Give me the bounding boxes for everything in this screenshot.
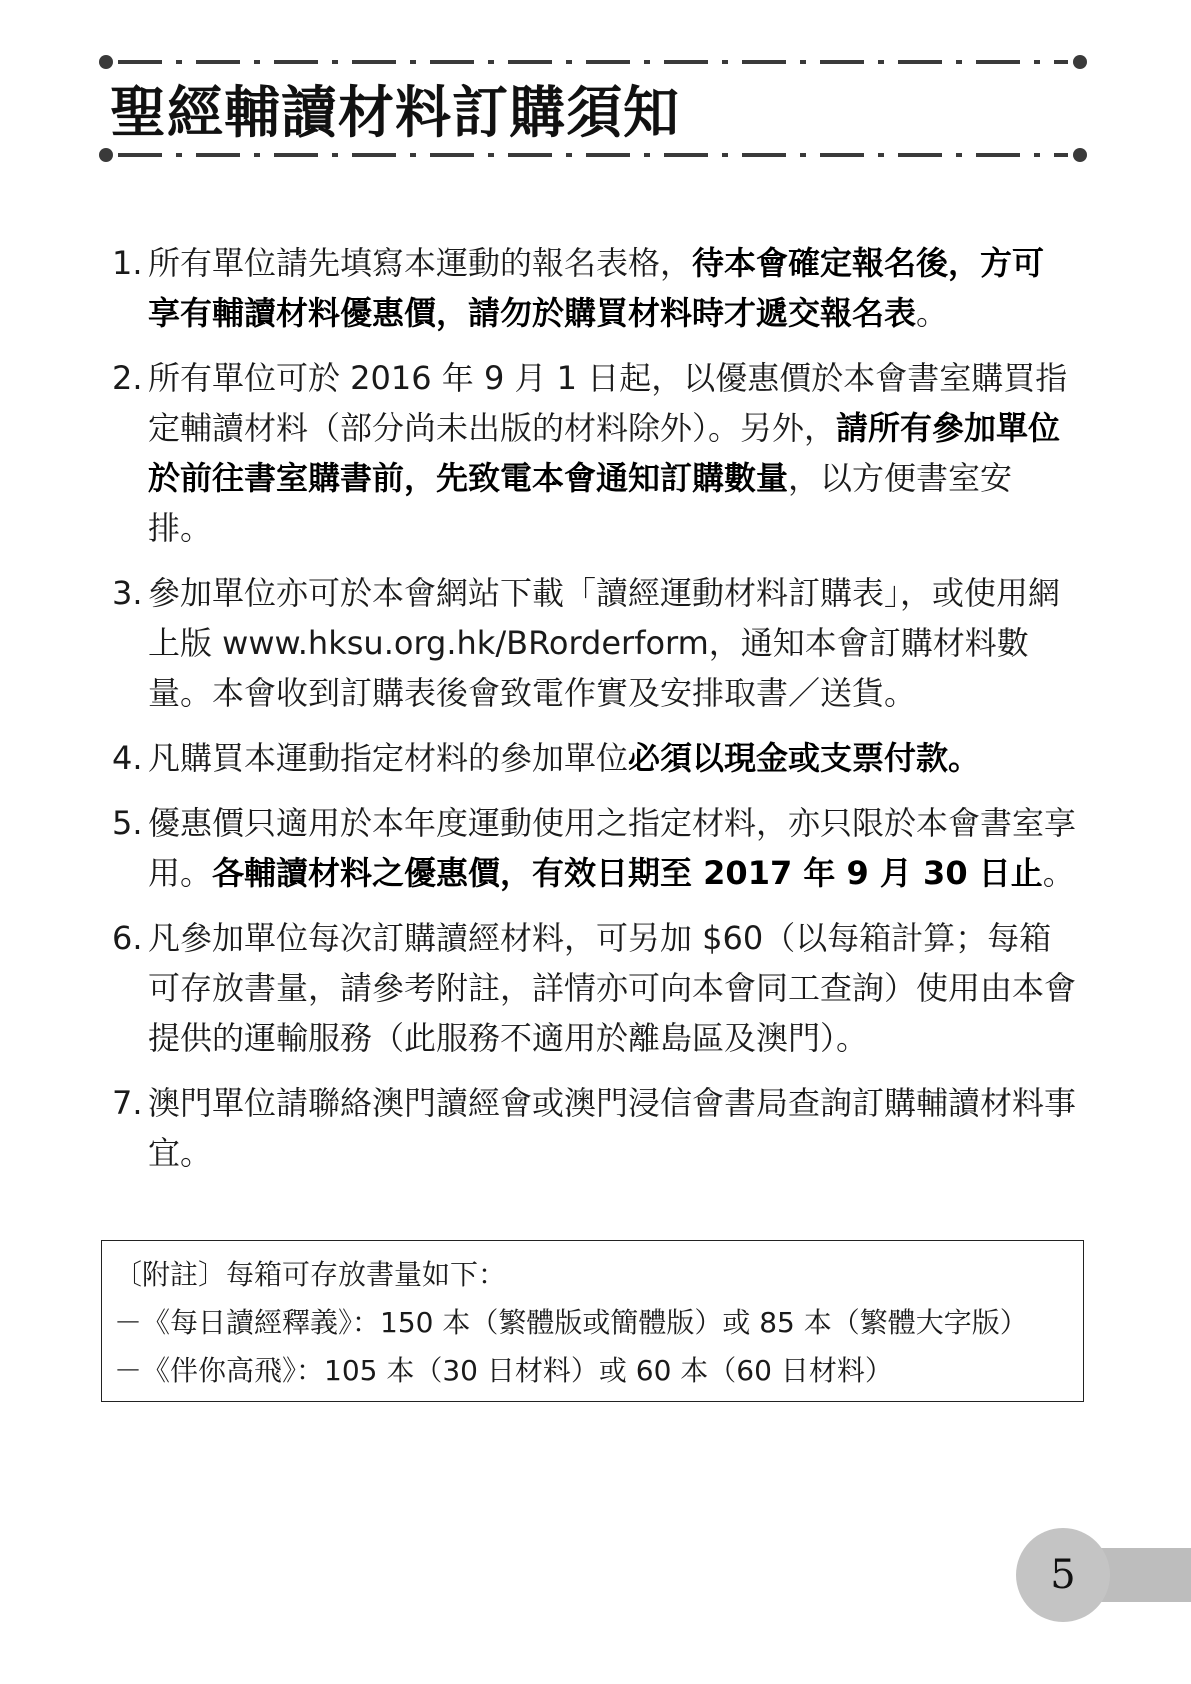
title-rule-top <box>98 54 1088 70</box>
notice-item-number: 2. <box>112 359 143 397</box>
notice-item <box>112 913 1076 1063</box>
notice-emphasis: 待本會確定報名後，方可享有輔讀材料優惠價，請勿於購買材料時才遞交報名表 <box>148 244 1045 332</box>
notice-item-text <box>148 733 1076 783</box>
notice-emphasis: 請所有參加單位於前往書室購書前，先致電本會通知訂購數量 <box>148 409 1061 497</box>
notice-item-text <box>148 353 1076 553</box>
title-rule-bottom <box>98 147 1088 163</box>
notice-text-segment: 所有單位請先填寫本運動的報名表格， <box>148 244 693 282</box>
notice-item <box>112 798 1076 898</box>
notice-item-number: 4. <box>112 739 143 777</box>
notice-text-segment: 所有單位可於 2016 年 9 月 1 日起，以優惠價於本會書室購買指定輔讀材料（部分尚未出版的材料除外）。另外， <box>148 359 1068 447</box>
notice-text-segment: 參加單位亦可於本會網站下載「讀經運動材料訂購表」，或使用網上版 www.hksu.org.hk/BRorderform，通知本會訂購材料數量。本會收到訂購表後會致電作實及安排取書／送貨。 <box>148 574 1061 712</box>
notice-item-text <box>148 798 1076 898</box>
notice-list <box>112 238 1076 1193</box>
notice-item <box>112 568 1076 718</box>
notice-emphasis: 各輔讀材料之優惠價，有效日期至 2017 年 9 月 30 日止 <box>212 854 1043 892</box>
notice-item-text <box>148 568 1076 718</box>
notice-text-segment: 澳門單位請聯絡澳門讀經會或澳門浸信會書局查詢訂購輔讀材料事宜。 <box>148 1084 1077 1172</box>
notice-item-number: 3. <box>112 574 143 612</box>
note-line-fly-with-you: －《伴你高飛》：105 本（30 日材料）或 60 本（60 日材料） <box>114 1354 893 1387</box>
notice-emphasis: 必須以現金或支票付款。 <box>628 739 981 777</box>
notice-item-number: 1. <box>112 244 143 282</box>
notice-item <box>112 1078 1076 1178</box>
notice-text-segment: 凡購買本運動指定材料的參加單位 <box>148 739 629 777</box>
note-heading: 〔附註〕每箱可存放書量如下： <box>114 1258 507 1291</box>
note-line-daily-commentary: －《每日讀經釋義》：150 本（繁體版或簡體版）或 85 本（繁體大字版） <box>114 1306 1028 1339</box>
notice-item-number: 5. <box>112 804 143 842</box>
note-box <box>101 1240 1084 1402</box>
notice-text-segment: 優惠價只適用於本年度運動使用之指定材料，亦只限於本會書室享用。 <box>148 804 1077 892</box>
notice-item <box>112 733 1076 783</box>
notice-item <box>112 238 1076 338</box>
notice-item-text <box>148 238 1076 338</box>
notice-text-segment: 。 <box>1042 854 1075 892</box>
page-number: 5 <box>1050 1552 1076 1598</box>
notice-text-segment: ，以方便書室安排。 <box>148 459 1013 547</box>
notice-item-number: 7. <box>112 1084 143 1122</box>
page-number-badge <box>1016 1528 1191 1622</box>
notice-text-segment: 。 <box>916 294 949 332</box>
notice-item <box>112 353 1076 553</box>
notice-item-number: 6. <box>112 919 143 957</box>
page-title: 聖經輔讀材料訂購須知 <box>110 80 680 146</box>
notice-item-text <box>148 913 1076 1063</box>
notice-text-segment: 凡參加單位每次訂購讀經材料，可另加 $60（以每箱計算；每箱可存放書量，請參考附註，詳情亦可向本會同工查詢）使用由本會提供的運輸服務（此服務不適用於離島區及澳門）。 <box>148 919 1077 1057</box>
notice-item-text <box>148 1078 1076 1178</box>
